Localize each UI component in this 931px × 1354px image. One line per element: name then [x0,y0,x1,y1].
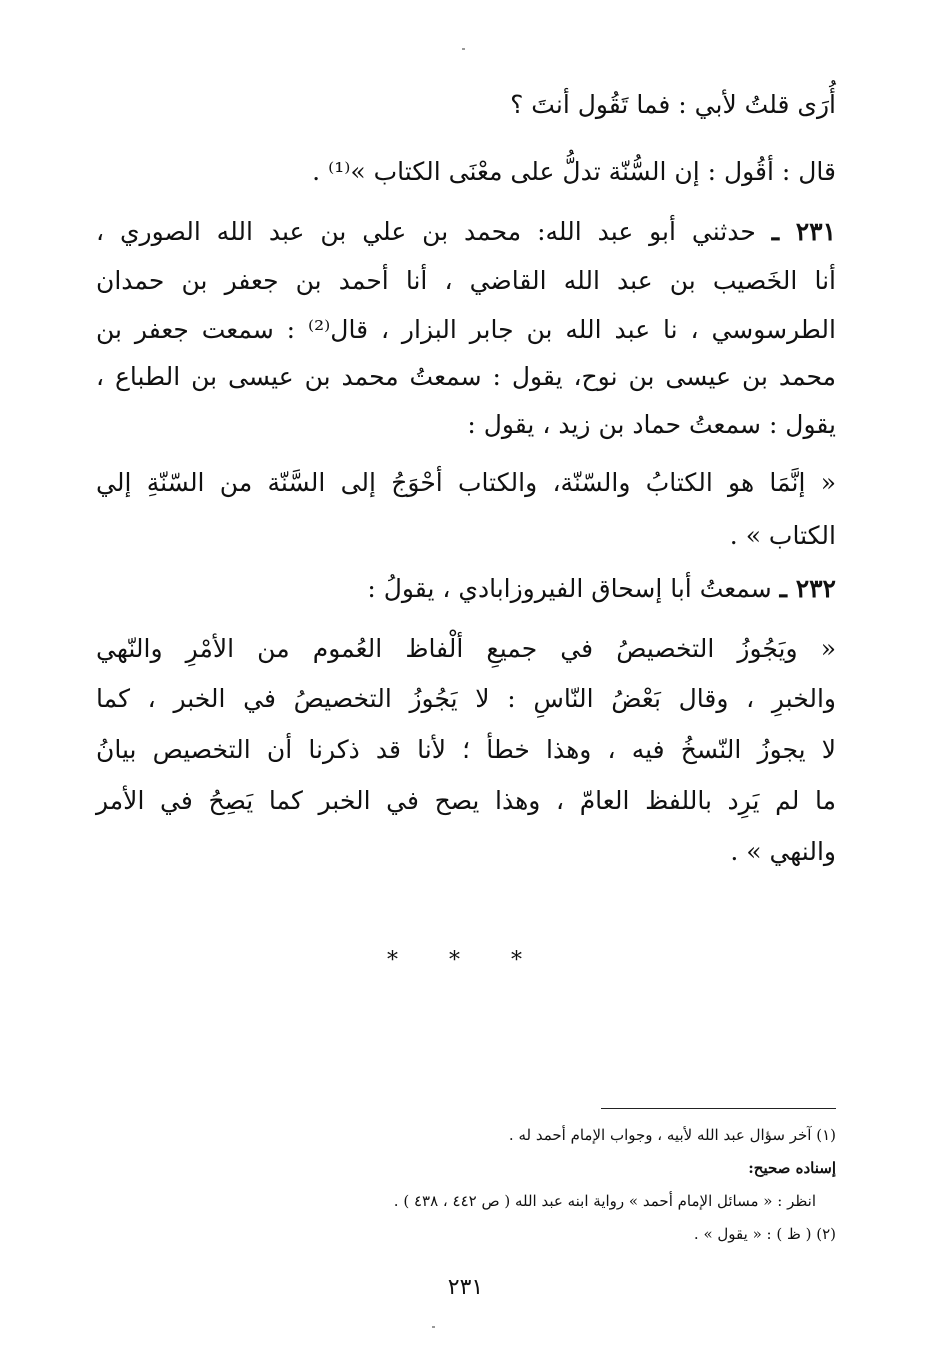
scan-speck [432,1326,435,1328]
item-231-text: حدثني أبو عبد الله: محمد بن علي بن عبد الله الصوري ، [96,217,756,246]
footnote-rule [601,1108,836,1109]
text-line-4: أنا الخَصيب بن عبد الله القاضي ، أنا أحمد بن جعفر بن حمدان [96,266,836,295]
item-number-232: ٢٣٢ ـ [779,574,836,603]
footnote-2: (٢) ( ظ ) : « يقول » . [693,1225,836,1243]
text-line-2: قال : أقُول : إن السُّنّة تدلُّ على معْنَى الكتاب »⁽¹⁾ . [312,157,836,186]
footnote-1-reference: انظر : « مسائل الإمام أحمد » رواية ابنه عبد الله ( ص ٤٤٢ ، ٤٣٨ ) . [393,1192,816,1210]
section-separator: * * * [387,948,544,973]
quote-line-2: الكتاب » . [729,521,836,550]
text-line-6: محمد بن عيسى بن نوح، يقول : سمعتُ محمد بن عيسى بن الطباع ، [96,362,836,391]
item-231-first-line [96,215,836,249]
quote-232-line-4: ما لم يَرِد باللفظ العامّ ، وهذا يصح في الخبر كما يَصِحُ في الأمر [96,786,836,815]
footnote-1-isnad: إسناده صحيح: [748,1159,836,1177]
text-line-7: يقول : سمعتُ حماد بن زيد ، يقول : [467,410,836,439]
quote-232-line-2: والخبرِ ، وقال بَعْضُ النّاسِ : لا يَجُوزُ التخصيصُ في الخبر ، كما [96,684,836,713]
item-232-first-line [96,572,836,606]
item-232-text: سمعتُ أبا إسحاق الفيروزابادي ، يقولُ : [367,574,772,603]
text-line-1: أُرَى قلتُ لأبي : فما تَقُول أنتَ ؟ [510,90,836,119]
quote-232-line-3: لا يجوزُ النّسخُ فيه ، وهذا خطأ ؛ لأنا قد ذكرنا أن التخصيص بيانُ [96,735,837,764]
page-number: ٢٣١ [447,1275,484,1300]
footnote-1: (١) آخر سؤال عبد الله لأبيه ، وجواب الإمام أحمد له . [508,1126,836,1144]
item-number-231: ٢٣١ ـ [771,217,837,246]
quote-232-line-5: والنهي » . [730,837,836,866]
quote-line-1: « إنَّمَا هو الكتابُ والسّنّة، والكتاب أحْوَجُ إلى السَّنّة من السّنّةِ إلي [96,468,836,497]
text-line-5: الطرسوسي ، نا عبد الله بن جابر البزار ، قال⁽²⁾ : سمعت جعفر بن [96,315,836,344]
scan-speck [462,48,465,50]
quote-232-line-1: « ويَجُوزُ التخصيصُ في جميعِ ألْفاظ العُموم من الأمْرِ والنّهي [96,634,836,663]
